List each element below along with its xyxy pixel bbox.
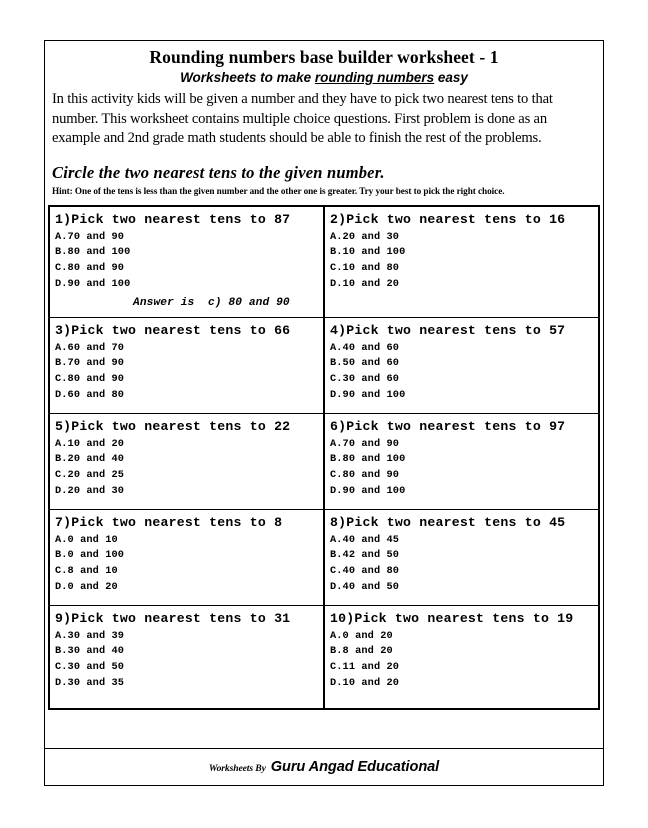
table-row: [49, 509, 599, 605]
option-c[interactable]: C.80 and 90: [55, 262, 125, 275]
question-options: [330, 230, 598, 293]
question-cell-10[interactable]: [324, 605, 599, 709]
question-cell-2[interactable]: [324, 206, 599, 318]
question-prompt: 5)Pick two nearest tens to 22: [55, 418, 291, 434]
option-a[interactable]: A.40 and 60: [330, 341, 400, 354]
option-a[interactable]: A.20 and 30: [330, 230, 400, 243]
option-d[interactable]: D.10 and 20: [330, 277, 400, 290]
option-d[interactable]: D.30 and 35: [55, 677, 125, 690]
question-options: [330, 629, 598, 692]
question-options: [55, 341, 323, 404]
option-c[interactable]: C.8 and 10: [55, 565, 118, 578]
question-cell-6[interactable]: [324, 413, 599, 509]
worksheet-header: [45, 41, 603, 149]
subtitle-text-before: Worksheets to make: [180, 70, 315, 85]
page-title: Rounding numbers base builder worksheet - 1: [149, 47, 499, 67]
directive-instruction: Circle the two nearest tens to the given number.: [52, 162, 385, 182]
question-cell-3[interactable]: [49, 317, 324, 413]
table-row: [49, 413, 599, 509]
option-b[interactable]: B.80 and 100: [55, 246, 131, 259]
option-c[interactable]: C.10 and 80: [330, 262, 400, 275]
question-options: [55, 629, 323, 692]
table-row: [49, 317, 599, 413]
question-prompt: 3)Pick two nearest tens to 66: [55, 322, 291, 338]
option-d[interactable]: D.20 and 30: [55, 485, 125, 498]
option-b[interactable]: B.42 and 50: [330, 549, 400, 562]
question-cell-9[interactable]: [49, 605, 324, 709]
option-b[interactable]: B.80 and 100: [330, 453, 406, 466]
question-options: [55, 533, 323, 596]
question-prompt: 9)Pick two nearest tens to 31: [55, 610, 291, 626]
option-b[interactable]: B.0 and 100: [55, 549, 125, 562]
question-prompt: 1)Pick two nearest tens to 87: [55, 211, 291, 227]
option-d[interactable]: D.0 and 20: [55, 581, 118, 594]
directive-hint: Hint: One of the tens is less than the given number and the other one is greater. Try your best to pick the right choice.: [52, 185, 505, 196]
option-c[interactable]: C.80 and 90: [55, 373, 125, 386]
option-a[interactable]: A.70 and 90: [55, 230, 125, 243]
option-a[interactable]: A.0 and 20: [330, 629, 393, 642]
worksheet-footer: [45, 748, 603, 785]
questions-table-body: [49, 206, 599, 710]
option-c[interactable]: C.30 and 50: [55, 661, 125, 674]
option-d[interactable]: D.90 and 100: [55, 277, 131, 290]
footer-credit: [209, 759, 439, 775]
option-b[interactable]: B.8 and 20: [330, 645, 393, 658]
option-a[interactable]: A.70 and 90: [330, 437, 400, 450]
option-d[interactable]: D.40 and 50: [330, 581, 400, 594]
option-d[interactable]: D.90 and 100: [330, 485, 406, 498]
option-a[interactable]: A.0 and 10: [55, 533, 118, 546]
directive-block: [45, 163, 603, 197]
questions-table: [48, 205, 600, 711]
question-cell-4[interactable]: [324, 317, 599, 413]
question-options: [55, 230, 323, 293]
worksheet-page: [44, 40, 604, 786]
option-b[interactable]: B.50 and 60: [330, 357, 400, 370]
question-prompt: 10)Pick two nearest tens to 19: [330, 610, 574, 626]
question-cell-5[interactable]: [49, 413, 324, 509]
option-a[interactable]: A.10 and 20: [55, 437, 125, 450]
table-row: [49, 605, 599, 709]
question-options: [330, 341, 598, 404]
question-options: [330, 437, 598, 500]
question-options: [55, 437, 323, 500]
question-prompt: 6)Pick two nearest tens to 97: [330, 418, 566, 434]
page-subtitle: [52, 69, 596, 87]
table-row: [49, 206, 599, 318]
question-prompt: 8)Pick two nearest tens to 45: [330, 514, 566, 530]
option-d[interactable]: D.10 and 20: [330, 677, 400, 690]
option-c[interactable]: C.20 and 25: [55, 469, 125, 482]
option-b[interactable]: B.70 and 90: [55, 357, 125, 370]
example-answer: Answer is c) 80 and 90: [133, 296, 290, 309]
question-cell-1[interactable]: [49, 206, 324, 318]
footer-prefix: Worksheets By: [208, 763, 266, 774]
option-c[interactable]: C.80 and 90: [330, 469, 400, 482]
question-prompt: 4)Pick two nearest tens to 57: [330, 322, 566, 338]
subtitle-emphasis: rounding numbers: [314, 70, 435, 85]
question-cell-7[interactable]: [49, 509, 324, 605]
question-prompt: 2)Pick two nearest tens to 16: [330, 211, 566, 227]
option-b[interactable]: B.30 and 40: [55, 645, 125, 658]
option-b[interactable]: B.20 and 40: [55, 453, 125, 466]
option-a[interactable]: A.30 and 39: [55, 629, 125, 642]
option-a[interactable]: A.40 and 45: [330, 533, 400, 546]
question-cell-8[interactable]: [324, 509, 599, 605]
question-prompt: 7)Pick two nearest tens to 8: [55, 514, 283, 530]
question-options: [330, 533, 598, 596]
option-c[interactable]: C.11 and 20: [330, 661, 400, 674]
option-d[interactable]: D.90 and 100: [330, 389, 406, 402]
intro-paragraph: In this activity kids will be given a number and they have to pick two nearest tens to that number. This worksheet contains multiple choice questions. First problem is done as an example and 2nd grade math students should be able to finish the rest of the problems.: [52, 91, 553, 146]
option-a[interactable]: A.60 and 70: [55, 341, 125, 354]
option-d[interactable]: D.60 and 80: [55, 389, 125, 402]
footer-brand: Guru Angad Educational: [270, 759, 440, 775]
option-c[interactable]: C.30 and 60: [330, 373, 400, 386]
option-b[interactable]: B.10 and 100: [330, 246, 406, 259]
subtitle-text-after: easy: [434, 70, 468, 85]
option-c[interactable]: C.40 and 80: [330, 565, 400, 578]
